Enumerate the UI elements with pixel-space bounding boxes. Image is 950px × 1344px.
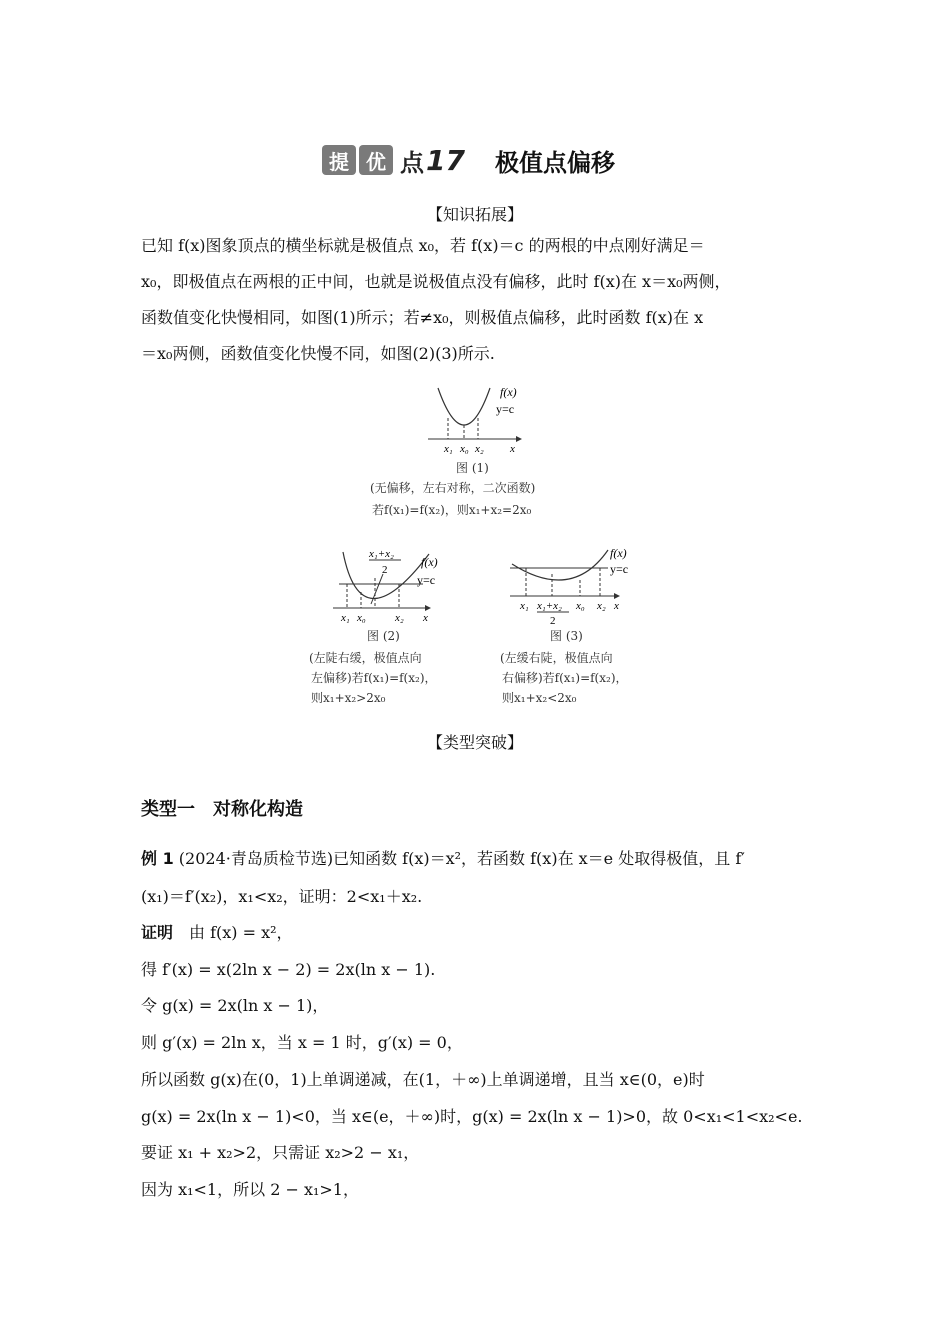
fig2-pointer: [371, 574, 383, 604]
fig2-axis-arrow-icon: [425, 605, 431, 611]
section-1-title: 类型一 对称化构造: [141, 799, 303, 820]
proof-line-7: 要证 x₁ + x₂>2，只需证 x₂>2 − x₁，: [141, 1143, 420, 1162]
fig2-axis-label: x: [423, 612, 428, 624]
knowledge-line-2: x₀，即极值点在两根的正中间，也就是说极值点没有偏移，此时 f(x)在 x＝x₀两侧，: [141, 272, 731, 291]
fig1-note-2: 若f(x₁)=f(x₂)，则x₁+x₂=2x₀: [372, 503, 532, 517]
knowledge-line-4: ＝x₀两侧，函数值变化快慢不同，如图(2)(3)所示.: [141, 344, 495, 363]
fig2-x1-label: x₁: [341, 612, 350, 624]
example-line-2: (x₁)＝f′(x₂)，x₁<x₂，证明：2<x₁＋x₂.: [141, 887, 423, 906]
title-text: 极值点偏移: [494, 148, 615, 177]
section-title: [322, 140, 615, 180]
knowledge-line-1: 已知 f(x)图象顶点的横坐标就是极值点 x₀，若 f(x)＝c 的两根的中点刚好满足＝: [141, 236, 705, 255]
fig1-axis-label: x: [510, 443, 515, 455]
proof-line-3: 令 g(x) = 2x(ln x − 1)，: [141, 996, 329, 1015]
title-badge-1: 提: [322, 145, 356, 175]
fig3-x0-label: x₀: [576, 600, 585, 612]
fig1-name: 图 (1): [456, 461, 489, 475]
example-line-1: [141, 846, 745, 869]
fig3-x1-label: x₁: [520, 600, 529, 612]
fig1-x1-label: x₁: [444, 443, 453, 455]
fig2-note-2: 左偏移)若f(x₁)=f(x₂)，: [311, 671, 437, 685]
fig3-x2-label: x₂: [597, 600, 606, 612]
fig2-frac-top: x₁+x₂: [369, 548, 394, 560]
fig3-note-1: (左缓右陡，极值点向: [500, 651, 613, 665]
fig1-curve-label: f(x): [500, 385, 517, 399]
title-number: 17: [426, 143, 465, 177]
fig3-name: 图 (3): [550, 629, 583, 643]
fig2-curve-label: f(x): [421, 555, 438, 569]
fig1-note-1: (无偏移，左右对称，二次函数): [370, 481, 536, 495]
knowledge-heading: 【知识拓展】: [426, 205, 523, 224]
figure-1: [370, 380, 620, 525]
knowledge-line-3: 函数值变化快慢相同，如图(1)所示；若≠x₀，则极值点偏移，此时函数 f(x)在 x: [141, 308, 704, 327]
fig1-line-label: y=c: [496, 402, 515, 416]
example-label: 例 1: [141, 849, 174, 868]
fig2-note-3: 则x₁+x₂>2x₀: [311, 691, 386, 705]
proof-line-2: 得 f′(x) = x(2ln x − 2) = 2x(ln x − 1).: [141, 960, 436, 979]
fig3-curve-label: f(x): [610, 546, 627, 560]
fig3-frac-top: x₁+x₂: [537, 600, 562, 612]
fig3-line-label: y=c: [610, 562, 629, 576]
figure-2: [303, 544, 493, 714]
fig2-note-1: (左陡右缓，极值点向: [309, 651, 422, 665]
title-badge-3: 点: [400, 148, 424, 177]
fig2-frac-bottom: 2: [382, 564, 388, 576]
fig3-note-2: 右偏移)若f(x₁)=f(x₂)，: [502, 671, 628, 685]
figure-3: [500, 544, 690, 714]
fig2-name: 图 (2): [367, 629, 400, 643]
knowledge-paragraph: [141, 228, 821, 372]
proof-line-4: 则 g′(x) = 2ln x，当 x = 1 时，g′(x) = 0，: [141, 1033, 463, 1052]
fig2-x2-label: x₂: [395, 612, 404, 624]
fig3-axis-arrow-icon: [614, 593, 620, 599]
fig1-x0-label: x₀: [460, 443, 469, 455]
proof-label: 证明: [141, 923, 174, 942]
fig1-x2-label: x₂: [475, 443, 484, 455]
proof-line-6: g(x) = 2x(ln x − 1)<0，当 x∈(e，＋∞)时，g(x) = 2x(ln x − 1)>0，故 0<x₁<1<x₂<e.: [141, 1107, 803, 1126]
fig3-note-3: 则x₁+x₂<2x₀: [502, 691, 577, 705]
proof-line-5: 所以函数 g(x)在(0，1)上单调递减，在(1，＋∞)上单调递增，且当 x∈(0，e)时: [141, 1070, 705, 1089]
types-heading: 【类型突破】: [426, 733, 523, 752]
proof-line-8: 因为 x₁<1，所以 2 − x₁>1，: [141, 1180, 359, 1199]
proof-line-1: [141, 920, 293, 943]
proof-text-1: 由 f(x) = x²，: [173, 923, 293, 942]
example-text-1: (2024·青岛质检节选)已知函数 f(x)＝x²，若函数 f(x)在 x＝e 处取得极值，且 f′: [173, 849, 745, 868]
fig3-axis-label: x: [614, 600, 619, 612]
fig1-curve: [438, 388, 490, 425]
fig1-axis-arrow-icon: [516, 436, 522, 442]
fig3-frac-bottom: 2: [550, 615, 556, 627]
fig2-x0-label: x₀: [357, 612, 366, 624]
title-badge-2: 优: [359, 145, 393, 175]
fig2-line-label: y=c: [417, 573, 436, 587]
